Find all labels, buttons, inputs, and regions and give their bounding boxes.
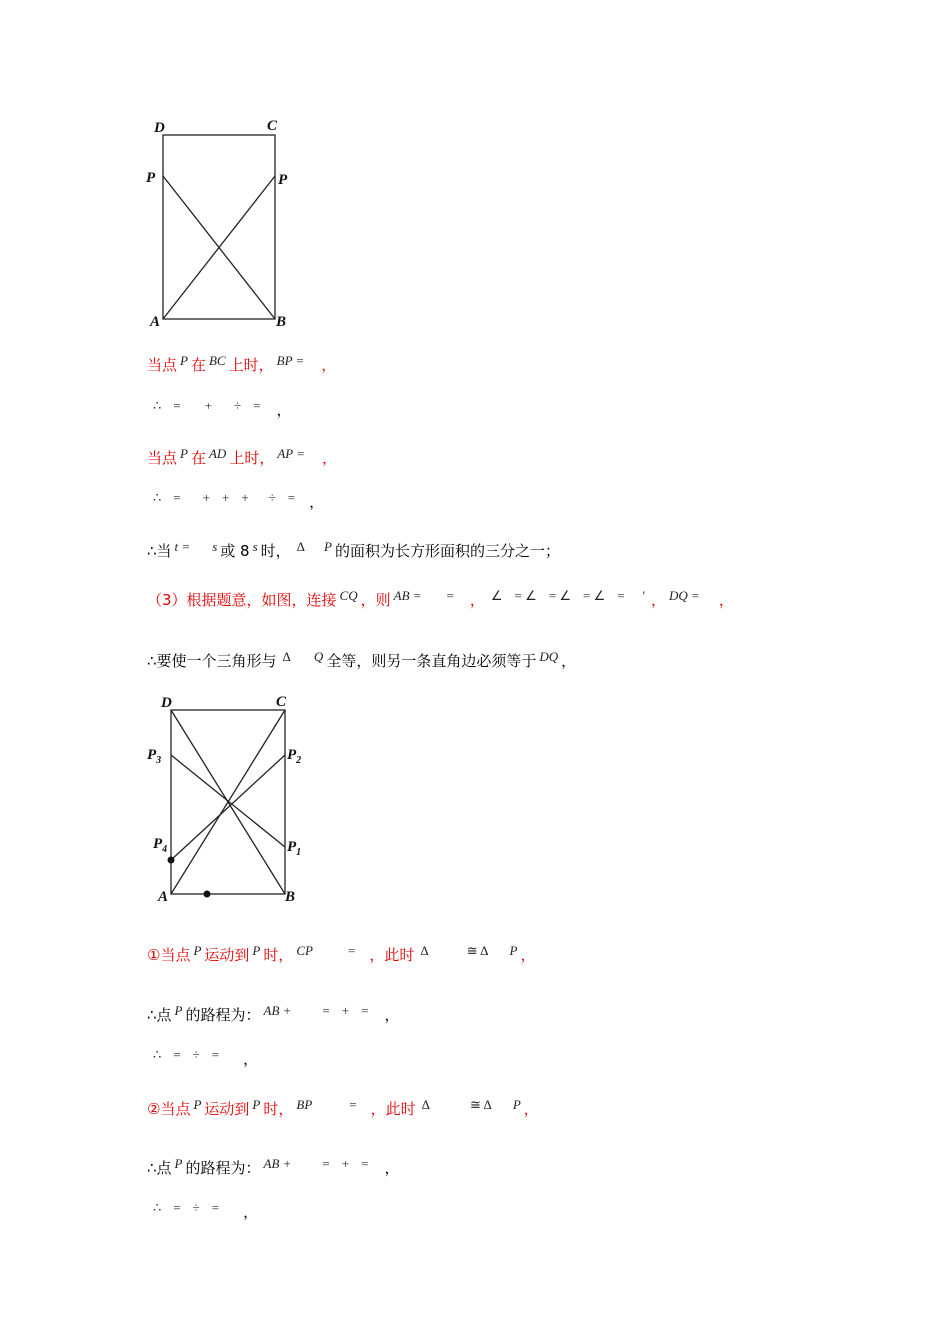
line-case-2-path: ∴点 P 的路程为： AB + = + = ，: [147, 1156, 400, 1177]
label-c-2: C: [276, 694, 287, 710]
label-a: A: [150, 314, 161, 330]
label-d-2: D: [161, 695, 172, 711]
point-p4-dot: [168, 857, 175, 864]
label-c: C: [267, 118, 278, 134]
segment-p4-to-p2: [171, 755, 285, 860]
rectangle-abcd: [163, 135, 275, 319]
line-case-1-path: ∴点 P 的路程为： AB + = + = ，: [147, 1003, 400, 1024]
line-part-3: （3）根据题意，如图，连接 CQ ，则 AB = = ， ∠ = ∠ = ∠ = ∠ = ' ， DQ = ，: [147, 588, 734, 609]
label-a-2: A: [158, 889, 169, 905]
line-case-2-time: ∴ = ÷ = ，: [153, 1200, 259, 1221]
label-p-left: P: [146, 170, 156, 186]
label-d: D: [154, 120, 165, 136]
line-case-1: ①当点 P 运动到 P 时， CP = ，此时 Δ ≅ Δ P ，: [147, 943, 536, 964]
line-congruent-requirement: ∴要使一个三角形与 Δ Q 全等，则另一条直角边必须等于 DQ ，: [147, 649, 577, 670]
segment-p3-to-p1: [171, 755, 285, 847]
label-p1: $P_1$: [287, 839, 302, 858]
label-p4: $P_4$: [153, 836, 168, 855]
label-p-right: P: [278, 172, 288, 188]
line-conclusion-t: ∴当 t = s 或 8 s 时， Δ P 的面积为长方形面积的三分之一；: [147, 539, 560, 560]
line-therefore-1: ∴ = + ÷ = ，: [153, 398, 292, 419]
line-case-1-time: ∴ = ÷ = ，: [153, 1047, 259, 1068]
line-therefore-2: ∴ = + + + ÷ = ，: [153, 490, 325, 511]
label-b-2: B: [285, 889, 296, 905]
point-ab-dot: [204, 891, 211, 898]
line-case-2: ②当点 P 运动到 P 时， BP = ，此时 Δ ≅ Δ P ，: [147, 1097, 539, 1118]
rectangle-figure-2: [140, 685, 315, 910]
line-p-on-ad: 当点 P 在 AD 上时， AP = ，: [147, 446, 338, 467]
label-p3: $P_3$: [147, 747, 162, 766]
line-p-on-bc: 当点 P 在 BC 上时， BP = ，: [147, 353, 337, 374]
rectangle-figure-1: [140, 110, 300, 335]
label-b: B: [276, 314, 287, 330]
label-p2: $P_2$: [287, 747, 302, 766]
